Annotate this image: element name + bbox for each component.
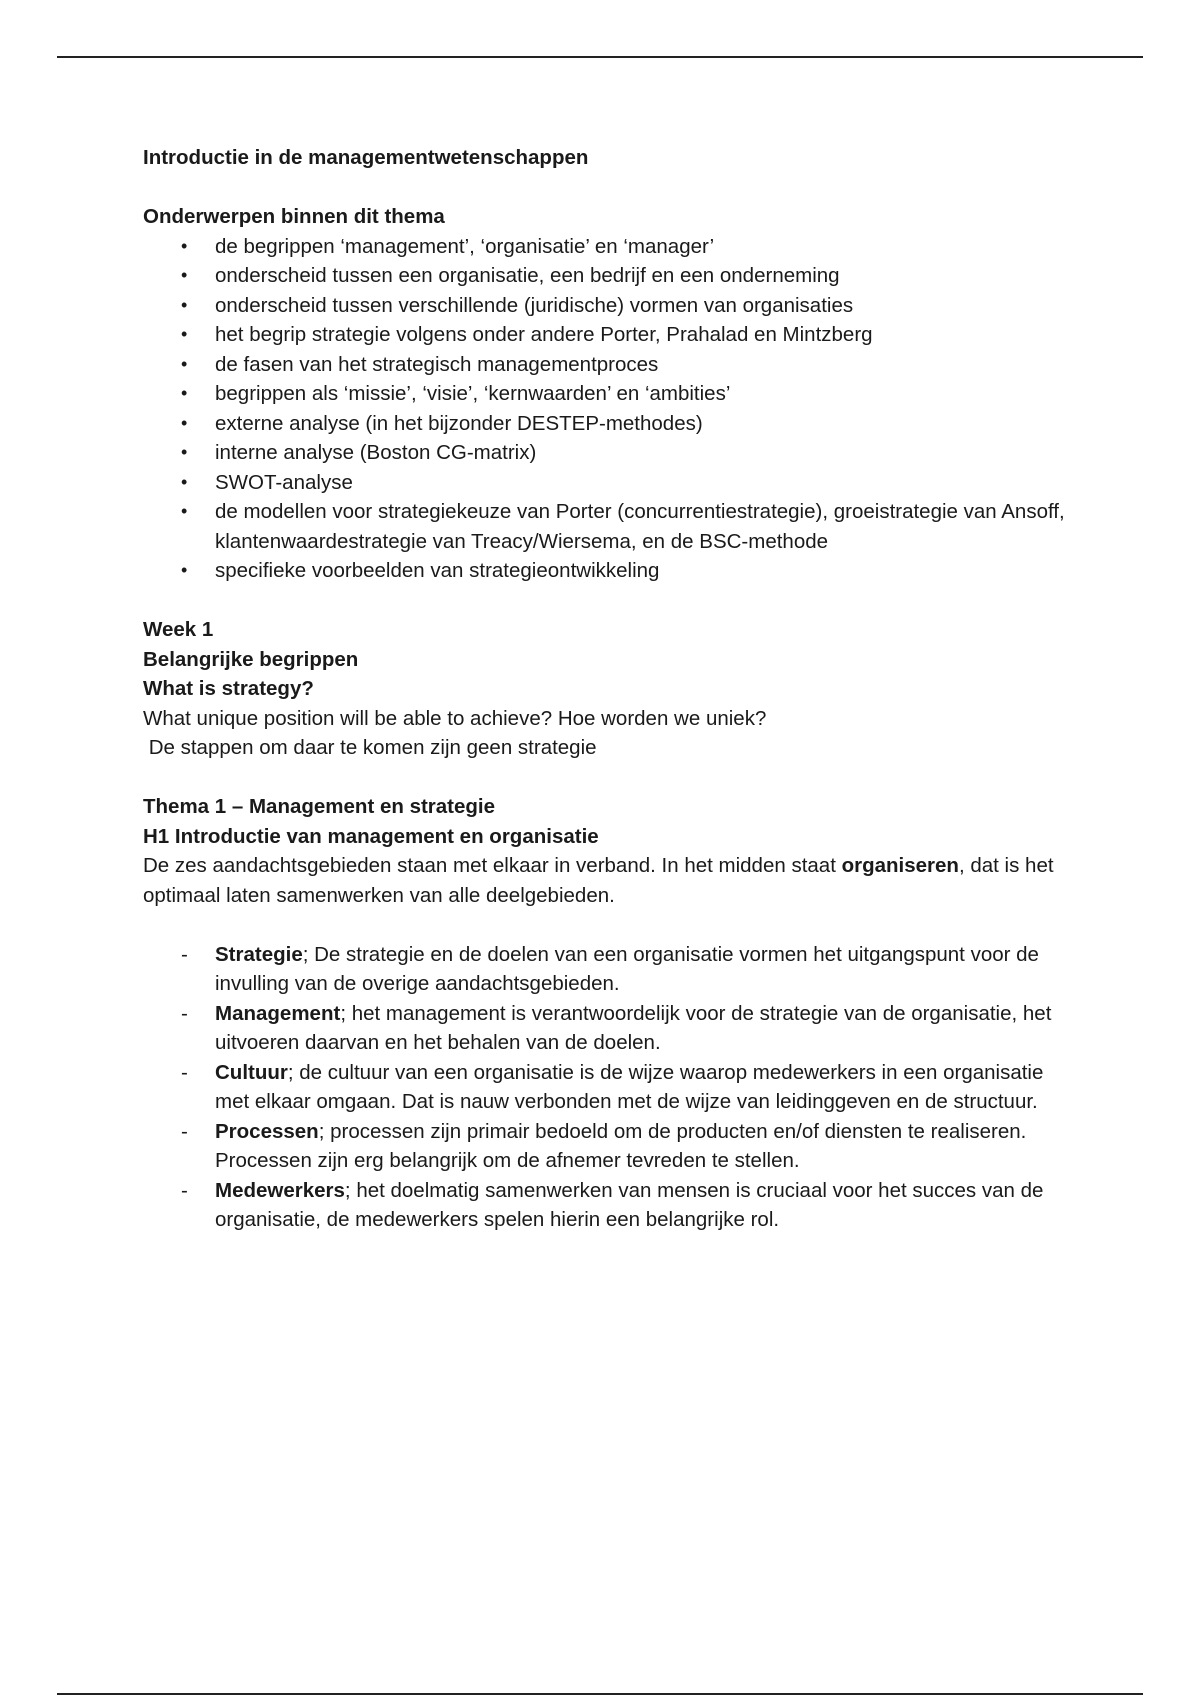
- list-item: [143, 999, 1083, 1058]
- list-item: [143, 1117, 1083, 1176]
- question-heading: What is strategy?: [143, 677, 314, 700]
- list-item: [143, 1058, 1083, 1117]
- bullet-marker: •: [181, 501, 188, 521]
- list-item: [143, 1176, 1083, 1235]
- bullet-marker: •: [181, 235, 188, 256]
- list-item: [143, 320, 1083, 350]
- intro-paragraph: [143, 851, 1083, 910]
- bullet-marker: •: [181, 560, 188, 580]
- area-description: ; het doelmatig samenwerken van mensen is cruciaal voor het succes van de organisatie, de medewerkers spelen hierin een belangrijke rol.: [215, 1178, 1044, 1231]
- bullet-marker: •: [181, 442, 188, 462]
- list-item-text: SWOT-analyse: [215, 470, 353, 494]
- header-rule: [57, 56, 1143, 58]
- list-item-text: de modellen voor strategiekeuze van Porter (concurrentiestrategie), groeistrategie van Ansoff, klantenwaardestrategie van Treacy/Wiersema, en de BSC-methode: [215, 500, 1065, 553]
- area-description: ; het management is verantwoordelijk voor de strategie van de organisatie, het uitvoeren daarvan en het behalen van de doelen.: [215, 1001, 1052, 1054]
- area-term: Medewerkers: [215, 1178, 345, 1202]
- area-term: Cultuur: [215, 1060, 288, 1084]
- concepts-heading: Belangrijke begrippen: [143, 647, 359, 671]
- area-description: ; de cultuur van een organisatie is de wijze waarop medewerkers in een organisatie met elkaar omgaan. Dat is nauw verbonden met de wijze van leidinggeven en de structuur.: [215, 1060, 1044, 1113]
- list-item-text: specifieke voorbeelden van strategieontwikkeling: [215, 559, 660, 582]
- bullet-marker: •: [181, 412, 188, 433]
- dash-marker: -: [181, 1178, 188, 1202]
- list-item-text: onderscheid tussen een organisatie, een bedrijf en een onderneming: [215, 264, 840, 287]
- list-item: [143, 232, 1083, 262]
- list-item-text: de begrippen ‘management’, ‘organisatie’ en ‘manager’: [215, 234, 715, 258]
- area-term: Processen: [215, 1119, 319, 1143]
- intro-text: , dat is het optimaal laten samenwerken van alle deelgebieden.: [143, 854, 1054, 907]
- list-item: [143, 497, 1083, 556]
- bullet-marker: •: [181, 471, 188, 492]
- area-description: ; processen zijn primair bedoeld om de producten en/of diensten te realiseren. Processen zijn erg belangrijk om de afnemer tevreden te stellen.: [215, 1119, 1027, 1172]
- area-term: Strategie: [215, 942, 303, 966]
- document-body: [143, 143, 1083, 1235]
- list-item: [143, 940, 1083, 999]
- week-text-line: De stappen om daar te komen zijn geen strategie: [143, 736, 597, 759]
- bullet-marker: •: [181, 294, 188, 315]
- list-item: [143, 468, 1083, 498]
- list-item: [143, 261, 1083, 291]
- spacer: [143, 586, 1083, 616]
- list-item: [143, 409, 1083, 439]
- spacer: [143, 763, 1083, 793]
- theme-heading: Thema 1 – Management en strategie: [143, 795, 496, 818]
- chapter-heading: H1 Introductie van management en organisatie: [143, 824, 599, 848]
- dash-marker: -: [181, 1001, 188, 1025]
- list-item-text: interne analyse (Boston CG-matrix): [215, 441, 537, 464]
- topics-heading: Onderwerpen binnen dit thema: [143, 205, 445, 228]
- list-item-text: externe analyse (in het bijzonder DESTEP-methodes): [215, 411, 703, 435]
- list-item: [143, 291, 1083, 321]
- spacer: [143, 173, 1083, 203]
- dash-marker: -: [181, 942, 188, 966]
- bullet-marker: •: [181, 324, 188, 344]
- bullet-marker: •: [181, 353, 188, 374]
- area-description: ; De strategie en de doelen van een organisatie vormen het uitgangspunt voor de invulling van de overige aandachtsgebieden.: [215, 942, 1039, 995]
- list-item: [143, 350, 1083, 380]
- intro-text: De zes aandachtsgebieden staan met elkaar in verband. In het midden staat: [143, 854, 842, 877]
- dash-marker: -: [181, 1119, 188, 1143]
- topics-list: [143, 232, 1083, 586]
- intro-emphasis: organiseren: [841, 854, 959, 877]
- list-item: [143, 379, 1083, 409]
- list-item-text: de fasen van het strategisch managementproces: [215, 352, 659, 376]
- list-item-text: het begrip strategie volgens onder andere Porter, Prahalad en Mintzberg: [215, 323, 873, 346]
- dash-marker: -: [181, 1060, 188, 1084]
- list-item: [143, 438, 1083, 468]
- list-item-text: begrippen als ‘missie’, ‘visie’, ‘kernwaarden’ en ‘ambities’: [215, 382, 731, 405]
- week-label: Week 1: [143, 618, 214, 641]
- bullet-marker: •: [181, 265, 188, 285]
- list-item-text: onderscheid tussen verschillende (juridische) vormen van organisaties: [215, 293, 854, 317]
- footer-rule: [57, 1693, 1143, 1695]
- bullet-marker: •: [181, 383, 188, 403]
- list-item: [143, 556, 1083, 586]
- area-term: Management: [215, 1001, 341, 1025]
- document-title: Introductie in de managementwetenschappen: [143, 146, 589, 169]
- week-text-line: What unique position will be able to achieve? Hoe worden we uniek?: [143, 706, 767, 730]
- focus-areas-list: [143, 940, 1083, 1235]
- spacer: [143, 910, 1083, 940]
